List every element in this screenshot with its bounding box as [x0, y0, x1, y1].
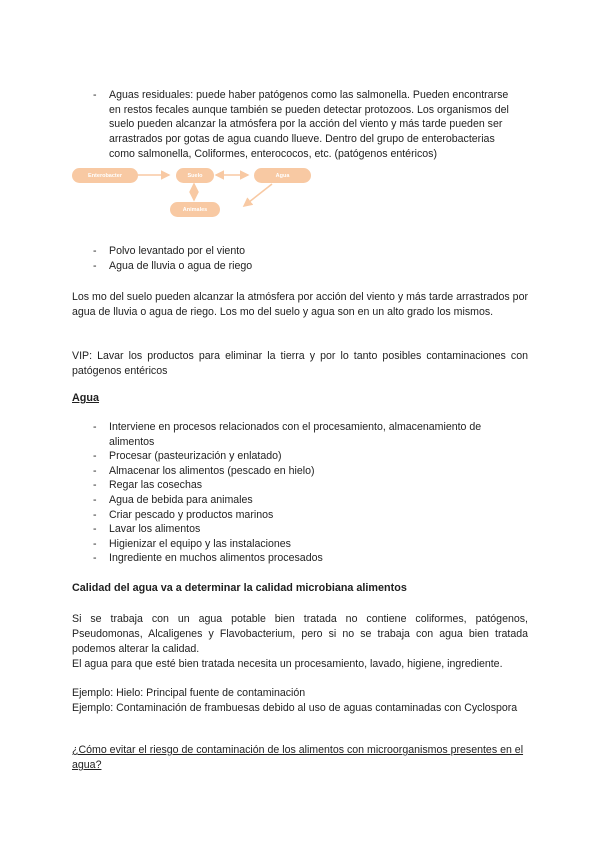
paragraph-agua-potable: Si se trabaja con un agua potable bien tratada no contiene coliformes, patógenos, Pseudomonas, Alcaligenes y Flavobacterium, pero si no se trabaja con agua bien tratada podemos alterar la calidad. [72, 613, 528, 656]
node-agua: Agua [254, 168, 311, 183]
list-item: - Interviene en procesos relacionados con el procesamiento, almacenamiento de [93, 421, 482, 433]
list-item: - Procesar (pasteurización y enlatado) [93, 450, 282, 463]
text-line: arrastrados por gotas de agua cuando llueve. Dentro del grupo de enterobacterias [109, 133, 495, 146]
ejemplo-frambuesas: Ejemplo: Contaminación de frambuesas debido al uso de aguas contaminadas con Cyclospora [72, 702, 518, 714]
calidad-heading: Calidad del agua va a determinar la calidad microbiana alimentos [72, 582, 407, 594]
text-line: como salmonella, Coliformes, enterococos, etc. (patógenos entéricos) [109, 147, 437, 160]
list-item-continuation: alimentos [109, 435, 155, 448]
text-line: suelo pueden alcanzar la atmósfera por la acción del viento y más tarde pueden ser [109, 118, 503, 131]
list-item: - Higienizar el equipo y las instalaciones [93, 537, 291, 550]
aguas-residuales-bullet [109, 88, 528, 162]
contamination-diagram [72, 160, 312, 220]
bullet-list-agua [93, 421, 533, 567]
list-item: - Lavar los alimentos [93, 523, 201, 536]
ejemplo-hielo: Ejemplo: Hielo: Principal fuente de contaminación [72, 687, 306, 699]
arrow-agua-animales [244, 184, 272, 206]
question-riesgo-contaminacion: ¿Cómo evitar el riesgo de contaminación de los alimentos con microorganismos presentes en el agua? [72, 744, 524, 772]
node-animales: Animales [170, 202, 220, 217]
text-line: en restos fecales aunque también se pueden detectar protozoos. Los organismos del [109, 103, 509, 116]
bullet-dash: - [93, 89, 97, 101]
document-page: - Aguas residuales: puede haber patógenos como las salmonella. Pueden encontrarse en restos fecales aunque también se pueden detectar protozoos. Los organismos del suelo pueden alcanzar la atmósfera por la acción del viento y más tarde pueden ser arrastrados por gotas de agua cuando llueve. Dentro del grupo de enterobacterias como salmonella, Coliformes, enterococos, etc. (patógenos entéricos) Enterobacter Suelo Agua Animales - Polvo levantado por el viento - Agua de lluvia o agua de riego Los mo del suelo pueden alcanzar la atmósfera por acción del viento y más tarde arrastrados por agua de lluvia o agua de riego. Los mo del suelo y agua son en un alto grado los mismos. VIP: Lavar los productos para eliminar la tierra y por lo tanto posibles contaminaciones con patógenos entéricos Agua - Interviene en procesos relacionados con el procesamiento, almacenamiento de alimentos - Procesar (pasteurización y enlatado) - Almacenar los alimentos (pescado en hielo) - Regar las cosechas - Agua de bebida para animales - Criar pescado y productos marinos - Lavar los alimentos - Higienizar el equipo y las instalaciones - Ingrediente en muchos alimentos procesados Calidad del agua va a determinar la calidad microbiana alimentos Si se trabaja con un agua potable bien tratada no contiene coliformes, patógenos, Pseudomonas, Alcaligenes y Flavobacterium, pero si no se trabaja con agua bien tratada podemos alterar la calidad. El agua para que esté bien tratada necesita un procesamiento, lavado, higiene, ingrediente. Ejemplo: Hielo: Principal fuente de contaminación Ejemplo: Contaminación de frambuesas debido al uso de aguas contaminadas con Cyclospora ¿Cómo evitar el riesgo de contaminación de los alimentos con microorganismos presentes en el agua? [0, 0, 600, 848]
node-suelo: Suelo [176, 168, 214, 183]
paragraph-vip: VIP: Lavar los productos para eliminar la tierra y por lo tanto posibles contaminaciones con patógenos entéricos [72, 350, 528, 378]
list-item: - Agua de bebida para animales [93, 493, 253, 506]
list-item: - Regar las cosechas [93, 479, 203, 492]
node-enterobacter: Enterobacter [72, 168, 138, 183]
list-item: - Ingrediente en muchos alimentos procesados [93, 552, 323, 565]
section-heading-agua: Agua [72, 392, 99, 404]
list-item: - Criar pescado y productos marinos [93, 508, 274, 521]
paragraph-mo-suelo: Los mo del suelo pueden alcanzar la atmósfera por acción del viento y más tarde arrastrados por agua de lluvia o agua de riego. Los mo del suelo y agua son en un alto grado los mismos. [72, 291, 528, 319]
text-line: Aguas residuales: puede haber patógenos como las salmonella. Pueden encontrarse [109, 89, 509, 101]
paragraph-agua-tratada: El agua para que esté bien tratada necesita un procesamiento, lavado, higiene, ingrediente. [72, 658, 503, 670]
list-item: - Almacenar los alimentos (pescado en hielo) [93, 464, 315, 477]
